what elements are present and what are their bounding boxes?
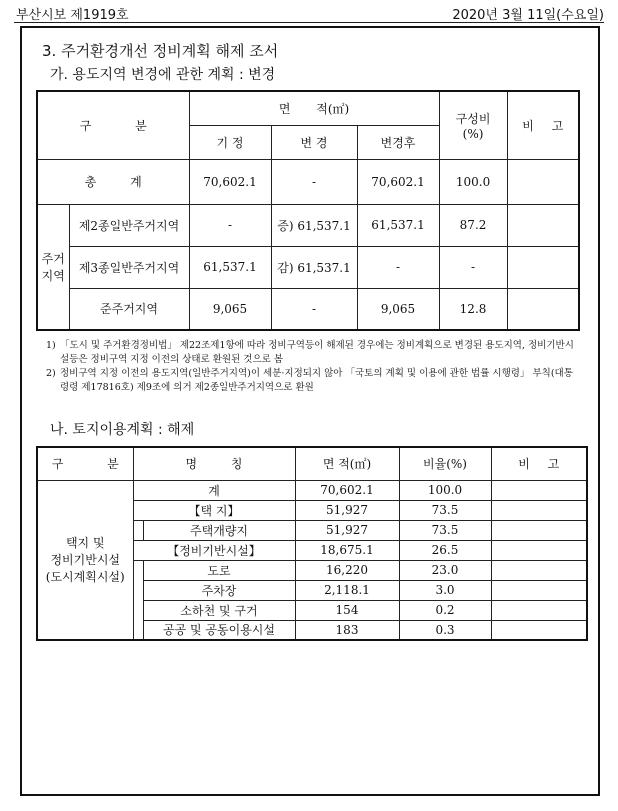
row-after: 9,065 (357, 288, 439, 330)
row-ratio: 26.5 (399, 540, 491, 560)
footnote-text: 「도시 및 주거환경정비법」 제22조제1항에 따라 정비구역등이 해제된 경우에는 정비계획으로 변경된 용도지역, 정비기반시설등은 정비구역 지정 이전의 상태로 환원된 것으로 봄 (60, 340, 574, 365)
row-area: 154 (295, 600, 399, 620)
header-after: 변경후 (357, 125, 439, 159)
row-area: 51,927 (295, 500, 399, 520)
footnote-number: 1) (46, 340, 56, 351)
total-area: 70,602.1 (295, 480, 399, 500)
group-land-infra (37, 480, 133, 640)
row-note (491, 540, 587, 560)
total-label: 총 계 (37, 159, 189, 204)
row-note (491, 620, 587, 640)
row-note (491, 580, 587, 600)
row-ratio: 0.3 (399, 620, 491, 640)
row-ratio: 12.8 (439, 288, 507, 330)
header-gubun: 구 분 (37, 91, 189, 159)
row-area: 51,927 (295, 520, 399, 540)
row-name: 제3종일반주거지역 (69, 246, 189, 288)
row-name: 공공 및 공동이용시설 (143, 620, 295, 640)
total-note (491, 480, 587, 500)
row-after: - (357, 246, 439, 288)
row-ratio: 73.5 (399, 520, 491, 540)
row-name: 주차장 (143, 580, 295, 600)
indent-spacer (133, 560, 143, 640)
header-change: 변 경 (271, 125, 357, 159)
zoning-change-table (36, 90, 580, 331)
row-before: 9,065 (189, 288, 271, 330)
indent-spacer (133, 520, 143, 540)
header-ratio-unit: (%) (462, 126, 484, 141)
footnote-text: 정비구역 지정 이전의 용도지역(일반주거지역)이 세분·지정되지 않아 「국토의 계획 및 이용에 관한 법률 시행령」 부칙(대통령령 제17816호) 제9조에 의거 제2종일반주거지역으로 환원 (60, 368, 573, 393)
header-before: 기 정 (189, 125, 271, 159)
group-line2: 정비기반시설 (50, 553, 121, 568)
footnote-number: 2) (46, 368, 56, 379)
row-note (507, 246, 579, 288)
header-gubun: 구 분 (37, 447, 133, 480)
row-area: 16,220 (295, 560, 399, 580)
header-note: 비 고 (507, 91, 579, 159)
footnotes (46, 339, 576, 395)
row-change: 감) 61,537.1 (271, 246, 357, 288)
header-area: 면 적(㎡) (295, 447, 399, 480)
header-divider (14, 22, 604, 23)
row-area: 2,118.1 (295, 580, 399, 600)
row-note (491, 500, 587, 520)
row-note (491, 520, 587, 540)
row-change: - (271, 288, 357, 330)
row-area: 183 (295, 620, 399, 640)
group-residential (37, 204, 69, 330)
footnote (46, 339, 576, 367)
row-name: 준주거지역 (69, 288, 189, 330)
header-note: 비 고 (491, 447, 587, 480)
land-use-table (36, 446, 588, 641)
row-before: 61,537.1 (189, 246, 271, 288)
header-publication: 부산시보 제1919호 (16, 8, 129, 23)
row-ratio: - (439, 246, 507, 288)
total-ratio: 100.0 (399, 480, 491, 500)
total-ratio: 100.0 (439, 159, 507, 204)
section-title: 3. 주거환경개선 정비계획 해제 조서 (42, 42, 279, 60)
row-name: 주택개량지 (143, 520, 295, 540)
row-ratio: 23.0 (399, 560, 491, 580)
row-ratio: 87.2 (439, 204, 507, 246)
header-name: 명 칭 (133, 447, 295, 480)
category-name: 【정비기반시설】 (133, 540, 295, 560)
row-change: 증) 61,537.1 (271, 204, 357, 246)
row-before: - (189, 204, 271, 246)
row-note (491, 560, 587, 580)
header-ratio (439, 91, 507, 159)
group-line1: 택지 및 (65, 536, 105, 551)
row-ratio: 3.0 (399, 580, 491, 600)
row-ratio: 73.5 (399, 500, 491, 520)
row-name: 도로 (143, 560, 295, 580)
header-ratio-label: 구성비 (455, 111, 491, 126)
row-note (507, 204, 579, 246)
header-ratio: 비율(%) (399, 447, 491, 480)
total-note (507, 159, 579, 204)
row-after: 61,537.1 (357, 204, 439, 246)
group-residential-line2: 지역 (41, 268, 65, 283)
subsection-b-title: 나. 토지이용계획 : 해제 (50, 422, 195, 438)
row-note (507, 288, 579, 330)
header-area: 면 적(㎡) (189, 91, 439, 125)
group-residential-line1: 주거 (41, 251, 65, 266)
total-after: 70,602.1 (357, 159, 439, 204)
row-name: 소하천 및 구거 (143, 600, 295, 620)
total-name: 계 (133, 480, 295, 500)
footnote (46, 367, 576, 395)
row-name: 제2종일반주거지역 (69, 204, 189, 246)
total-change: - (271, 159, 357, 204)
subsection-a-title: 가. 용도지역 변경에 관한 계획 : 변경 (50, 67, 276, 83)
header-date: 2020년 3월 11일(수요일) (452, 8, 604, 23)
row-ratio: 0.2 (399, 600, 491, 620)
total-before: 70,602.1 (189, 159, 271, 204)
row-area: 18,675.1 (295, 540, 399, 560)
group-line3: (도시계획시설) (45, 570, 125, 585)
category-name: 【택 지】 (133, 500, 295, 520)
row-note (491, 600, 587, 620)
